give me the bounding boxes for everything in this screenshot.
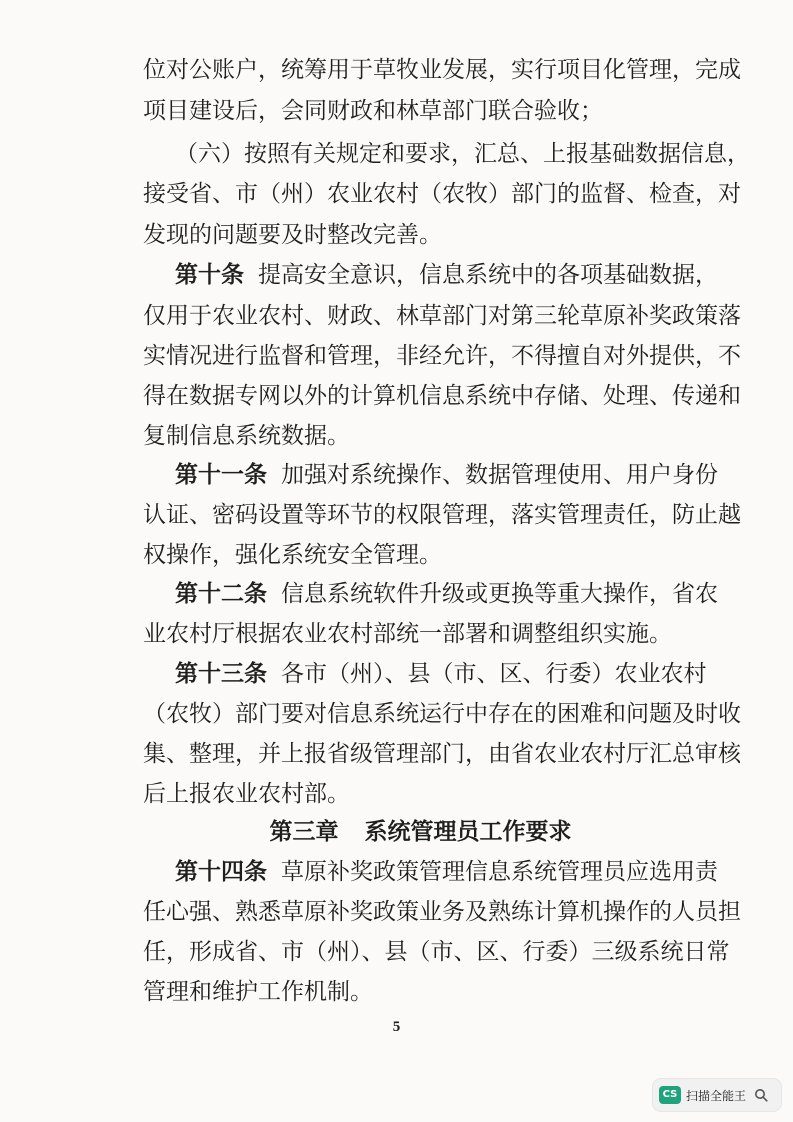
text-line: 集、整理，并上报省级管理部门，由省农业农村厅汇总审核 bbox=[143, 741, 741, 767]
article-12-first-line bbox=[175, 574, 718, 614]
text-line: 位对公账户，统筹用于草牧业发展，实行项目化管理，完成 bbox=[143, 57, 741, 83]
article-text: 加强对系统操作、数据管理使用、用户身份 bbox=[281, 462, 718, 488]
article-13-first-line bbox=[175, 654, 707, 694]
text-line: 发现的问题要及时整改完善。 bbox=[143, 222, 442, 248]
article-text: 草原补奖政策管理信息系统管理员应选用责 bbox=[281, 859, 718, 885]
text-line: 权操作，强化系统安全管理。 bbox=[143, 542, 442, 568]
text-line: 管理和维护工作机制。 bbox=[143, 979, 373, 1005]
article-text: 各市（州）、县（市、区、行委）农业农村 bbox=[281, 661, 707, 687]
search-icon[interactable] bbox=[754, 1088, 768, 1102]
text-line: 项目建设后，会同财政和林草部门联合验收； bbox=[143, 98, 603, 124]
watermark-app-name: 扫描全能王 bbox=[686, 1088, 747, 1103]
article-label: 第十四条 bbox=[175, 858, 267, 885]
text-line: 任，形成省、市（州）、县（市、区、行委）三级系统日常 bbox=[143, 939, 730, 965]
text-line: （六）按照有关规定和要求，汇总、上报基础数据信息， bbox=[175, 141, 750, 167]
article-label: 第十二条 bbox=[175, 580, 267, 607]
article-14-first-line bbox=[175, 852, 718, 892]
article-label: 第十一条 bbox=[175, 461, 267, 488]
article-11-first-line bbox=[175, 455, 718, 495]
chapter-heading bbox=[143, 812, 698, 852]
text-line: 认证、密码设置等环节的权限管理，落实管理责任，防止越 bbox=[143, 502, 741, 528]
article-label: 第十三条 bbox=[175, 660, 267, 687]
page-number: 5 bbox=[392, 1019, 401, 1035]
scanner-watermark[interactable] bbox=[653, 1079, 781, 1111]
text-line: 业农村厅根据农业农村部统一部署和调整组织实施。 bbox=[143, 621, 672, 647]
text-line: 任心强、熟悉草原补奖政策业务及熟练计算机操作的人员担 bbox=[143, 899, 741, 925]
text-line: 接受省、市（州）农业农村（农牧）部门的监督、检查，对 bbox=[143, 181, 741, 207]
text-line: 实情况进行监督和管理，非经允许，不得擅自对外提供，不 bbox=[143, 343, 741, 369]
camscanner-logo-icon: CS bbox=[659, 1086, 681, 1104]
text-line: 复制信息系统数据。 bbox=[143, 423, 350, 449]
text-line: 后上报农业农村部。 bbox=[143, 781, 350, 807]
text-line: （农牧）部门要对信息系统运行中存在的困难和问题及时收 bbox=[143, 701, 741, 727]
chapter-title: 系统管理员工作要求 bbox=[364, 818, 572, 845]
article-label: 第十条 bbox=[175, 261, 244, 288]
article-text: 提高安全意识，信息系统中的各项基础数据， bbox=[258, 262, 718, 288]
article-10-first-line bbox=[175, 255, 718, 295]
chapter-number: 第三章 bbox=[269, 818, 339, 845]
article-text: 信息系统软件升级或更换等重大操作，省农 bbox=[281, 581, 718, 607]
text-line: 仅用于农业农村、财政、林草部门对第三轮草原补奖政策落 bbox=[143, 303, 741, 329]
text-line: 得在数据专网以外的计算机信息系统中存储、处理、传递和 bbox=[143, 383, 741, 409]
